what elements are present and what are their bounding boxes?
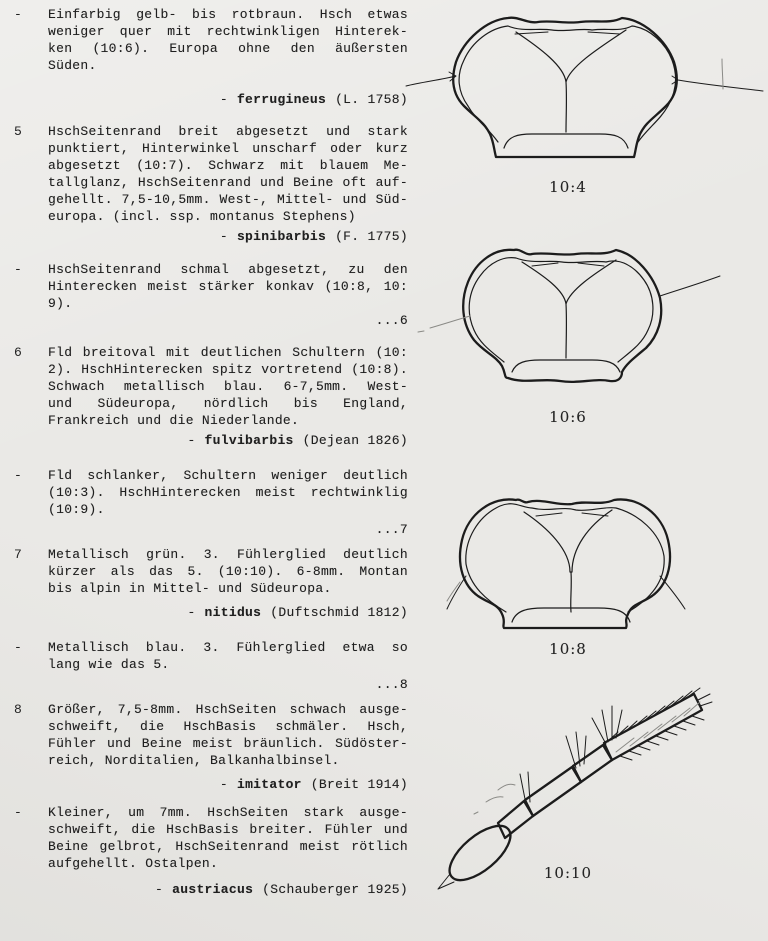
entry-text-line: Hinterecken meist stärker konkav (10:8, 10: (48, 279, 408, 294)
entry-marker: 6 (14, 345, 22, 360)
figure-label-10-4: 10:4 (549, 178, 587, 196)
species-authority: (Breit 1914) (310, 777, 408, 792)
entry-marker: - (14, 805, 22, 820)
key-entry (0, 639, 420, 693)
figure-label-10-6: 10:6 (549, 408, 587, 426)
entry-text-line: kürzer als das 5. (10:10). 6-8mm. Montan (48, 564, 408, 579)
entry-text-line: gehellt. 7,5-10,5mm. West-, Mittel- und Süd- (48, 192, 408, 207)
key-entry (0, 6, 420, 108)
pronotum-drawing-10-8 (420, 488, 768, 638)
entry-text-line: tallglanz, HschSeitenrand und Beine oft auf- (48, 175, 408, 190)
entry-text-line: (10:9). (48, 502, 105, 517)
species-authority: (L. 1758) (335, 92, 408, 107)
entry-text (48, 546, 408, 597)
entry-text-line: 2). HschHinterecken spitz vortretend (10:8). (48, 362, 408, 377)
key-entry (0, 546, 420, 621)
species-name: nitidus (204, 605, 262, 620)
continuation-ref: ...6 (375, 313, 408, 328)
entry-marker: 5 (14, 124, 22, 139)
figure-pronotum-10-6 (420, 240, 768, 390)
entry-text-line: schweift, die HschBasis schmäler. Hsch, (48, 719, 408, 734)
pronotum-drawing-10-6 (420, 240, 768, 390)
entry-marker: - (14, 640, 22, 655)
key-entry (0, 344, 420, 449)
entry-text-line: Metallisch blau. 3. Fühlerglied etwa so (48, 640, 408, 655)
entry-text (48, 639, 408, 673)
species-dash: - (219, 92, 228, 107)
continuation-ref: ...8 (375, 677, 408, 692)
entry-text-line: Metallisch grün. 3. Fühlerglied deutlich (48, 547, 408, 562)
entry-marker: - (14, 7, 22, 22)
species-line (48, 604, 408, 621)
entry-text-line: reich, Norditalien, Balkanhalbinsel. (48, 753, 340, 768)
species-name: ferrugineus (236, 92, 327, 107)
species-authority: (Duftschmid 1812) (270, 605, 408, 620)
entry-text (48, 6, 408, 74)
species-name: austriacus (172, 882, 254, 897)
figure-label-10-8: 10:8 (549, 640, 587, 658)
figure-pronotum-10-8 (420, 488, 768, 638)
entry-text-line: Fld schlanker, Schultern weniger deutlich (48, 468, 408, 483)
entry-text (48, 261, 408, 312)
species-dash: - (155, 882, 164, 897)
species-dash: - (219, 229, 228, 244)
entry-text (48, 701, 408, 769)
entry-text-line: Einfarbig gelb- bis rotbraun. Hsch etwas (48, 7, 408, 22)
entry-text-line: Fld breitoval mit deutlichen Schultern (10: (48, 345, 408, 360)
species-dash: - (219, 777, 228, 792)
entry-marker: 8 (14, 702, 22, 717)
entry-marker: - (14, 262, 22, 277)
pronotum-drawing-10-4 (420, 2, 768, 172)
entry-text-line: schweift, die HschBasis breiter. Fühler und (48, 822, 408, 837)
key-entry (0, 467, 420, 538)
entry-text-line: ken (10:6). Europa ohne den äußersten (48, 41, 408, 56)
species-name: spinibarbis (236, 229, 327, 244)
entry-text-line: Größer, 7,5-8mm. HschSeiten schwach ausge- (48, 702, 408, 717)
key-entry (0, 123, 420, 245)
entry-text-line: lang wie das 5. (48, 657, 170, 672)
entry-text-line: Fühler und Beine meist bräunlich. Südöster- (48, 736, 408, 751)
entry-text-line: aufgehellt. Ostalpen. (48, 856, 219, 871)
figure-column (420, 0, 768, 941)
species-line (48, 228, 408, 245)
figure-label-10-10: 10:10 (543, 864, 593, 882)
entry-text (48, 467, 408, 518)
entry-text-line: Beine gelbrot, HschSeitenrand meist rötlich (48, 839, 408, 854)
entry-text-line: Schwach metallisch blau. 6-7,5mm. West- (48, 379, 408, 394)
entry-text-line: HschSeitenrand breit abgesetzt und stark (48, 124, 408, 139)
entry-text-line: Kleiner, um 7mm. HschSeiten stark ausge- (48, 805, 408, 820)
species-line (48, 881, 408, 898)
figure-pronotum-10-4 (420, 2, 768, 172)
species-authority: (Schauberger 1925) (262, 882, 408, 897)
entry-text-line: HschSeitenrand schmal abgesetzt, zu den (48, 262, 408, 277)
entry-text-line: (10:3). HschHinterecken meist rechtwinklig (48, 485, 408, 500)
species-name: imitator (236, 777, 302, 792)
species-authority: (Dejean 1826) (302, 433, 408, 448)
entry-text (48, 123, 408, 225)
entry-text-line: weniger quer mit rechtwinkligen Hinterek- (48, 24, 408, 39)
continuation-ref: ...7 (375, 522, 408, 537)
entry-marker: - (14, 468, 22, 483)
key-entry (0, 261, 420, 329)
species-dash: - (187, 433, 196, 448)
species-dash: - (187, 605, 196, 620)
key-entry (0, 701, 420, 793)
entry-text-line: Süden. (48, 58, 97, 73)
entry-text (48, 804, 408, 872)
species-name: fulvibarbis (204, 433, 294, 448)
entry-marker: 7 (14, 547, 22, 562)
entry-text-line: europa. (incl. ssp. montanus Stephens) (48, 209, 356, 224)
key-entry (0, 804, 420, 898)
species-line (48, 91, 408, 108)
species-line (48, 776, 408, 793)
entry-text-line: und Südeuropa, nördlich bis England, (48, 396, 408, 411)
species-line (48, 432, 408, 449)
entry-text-line: 9). (48, 296, 73, 311)
entry-text (48, 344, 408, 429)
species-authority: (F. 1775) (335, 229, 408, 244)
entry-text-line: bis alpin in Mittel- und Südeuropa. (48, 581, 332, 596)
entry-text-line: Frankreich und die Niederlande. (48, 413, 300, 428)
entry-text-line: abgesetzt (10:7). Schwarz mit blauem Me- (48, 158, 408, 173)
entry-text-line: punktiert, Hinterwinkel unscharf oder kurz (48, 141, 408, 156)
